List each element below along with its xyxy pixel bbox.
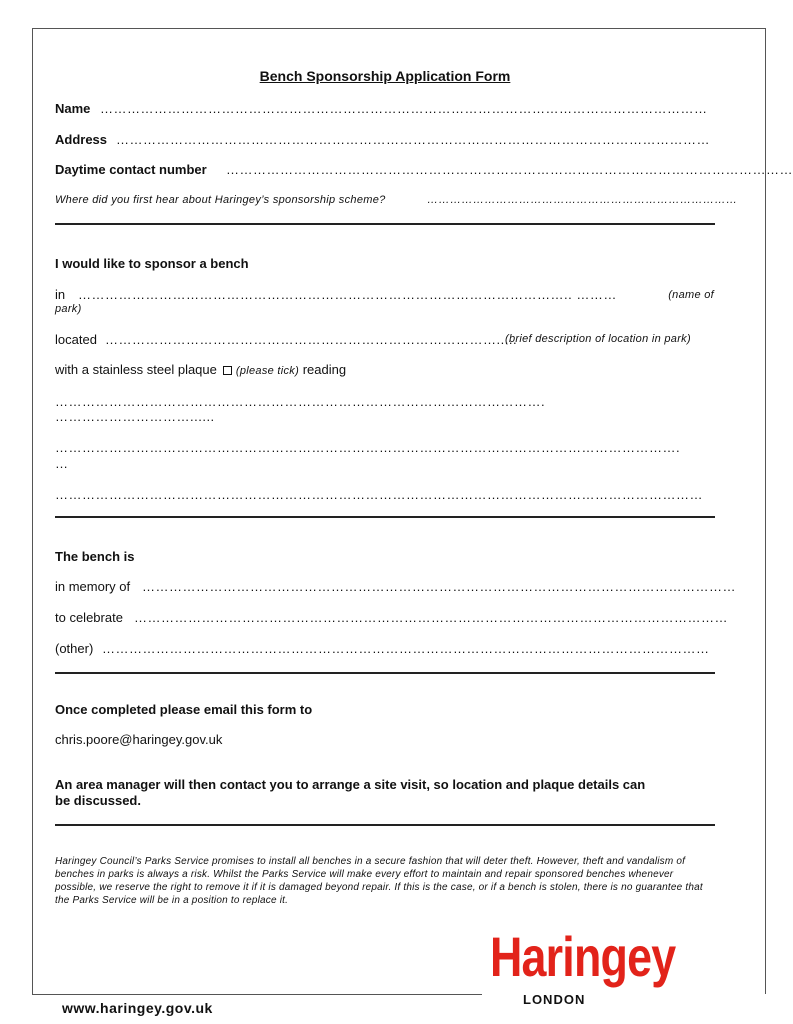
name-label: Name <box>55 101 91 116</box>
hear-field[interactable]: ……………………………………………………………………… <box>427 194 738 206</box>
location-field[interactable]: ……………………………………………………………………………..... <box>105 332 518 347</box>
please-tick-hint: (please tick) <box>235 365 300 377</box>
section-divider <box>55 672 715 674</box>
park-name-field[interactable]: ……………………………………………………………………………………………….. ……… <box>78 287 617 302</box>
address-field[interactable]: …………………………………………………………………………………………………………………… <box>116 132 710 147</box>
footer-divider <box>32 994 482 995</box>
celebrate-label: to celebrate <box>55 610 123 625</box>
memory-field[interactable]: …………………………………………………………………………………………………………………… <box>142 579 736 594</box>
hear-question: Where did you first hear about Haringey’s sponsorship scheme? <box>55 194 386 206</box>
plaque-checkbox[interactable] <box>223 366 232 375</box>
other-label: (other) <box>55 641 94 656</box>
reading-text: reading <box>302 362 347 377</box>
website-link[interactable]: www.haringey.gov.uk <box>62 1000 213 1016</box>
section-divider <box>55 223 715 225</box>
form-title: Bench Sponsorship Application Form <box>259 68 511 84</box>
disclaimer-text: Haringey Council’s Parks Service promises to install all benches in a secure fashion that will deter theft. However, theft and vandalism of benches in parks is always a risk. Whilst the Parks Service will make every effort to maintain and repair sponsored benches whenever possible, we reserve the right to remove it if it is damaged beyond repair. If this is the case, or if a bench is stolen, there is no guarantee that the Parks Service will be in a position to replace it. <box>55 856 703 906</box>
celebrate-field[interactable]: …………………………………………………………………………………………………………………… <box>134 610 728 625</box>
memory-label: in memory of <box>55 579 131 594</box>
plaque-line-3[interactable]: ……………………………………………………………………………………………………………………………… <box>55 487 703 502</box>
logo-wordmark: Haringey <box>490 925 676 988</box>
park-hint: park) <box>55 303 82 315</box>
submit-heading: Once completed please email this form to <box>55 702 313 717</box>
haringey-logo <box>490 925 690 1010</box>
contact-email[interactable]: chris.poore@haringey.gov.uk <box>55 732 223 747</box>
plaque-line-1[interactable]: ………………………………………………………………………………………………. <box>55 394 546 409</box>
sponsor-heading: I would like to sponsor a bench <box>55 256 249 271</box>
name-of-hint: (name of <box>668 289 714 301</box>
located-label: located <box>55 332 97 347</box>
address-label: Address <box>55 132 108 147</box>
section-divider <box>55 516 715 518</box>
location-hint: (brief description of location in park) <box>505 333 691 345</box>
plaque-line-1b[interactable]: …………………………...... <box>55 409 215 424</box>
contact-label: Daytime contact number <box>55 162 207 177</box>
logo-subtitle: LONDON <box>523 992 586 1007</box>
in-label: in <box>55 287 66 302</box>
bench-heading: The bench is <box>55 549 135 564</box>
contact-field[interactable]: ……………………………………………………………………………………………………………… <box>226 162 793 177</box>
section-divider <box>55 824 715 826</box>
site-visit-note-line-2: be discussed. <box>55 793 141 808</box>
other-field[interactable]: ……………………………………………………………………………………………………………………… <box>102 641 710 656</box>
plaque-line-2b[interactable]: … <box>55 456 69 471</box>
plaque-text: with a stainless steel plaque <box>55 362 217 377</box>
name-field[interactable]: ……………………………………………………………………………………………………………………… <box>100 101 708 116</box>
plaque-line-2[interactable]: …………………………………………………………………………………………………………………………. <box>55 440 681 455</box>
site-visit-note-line-1: An area manager will then contact you to arrange a site visit, so location and plaque details can <box>55 777 646 792</box>
